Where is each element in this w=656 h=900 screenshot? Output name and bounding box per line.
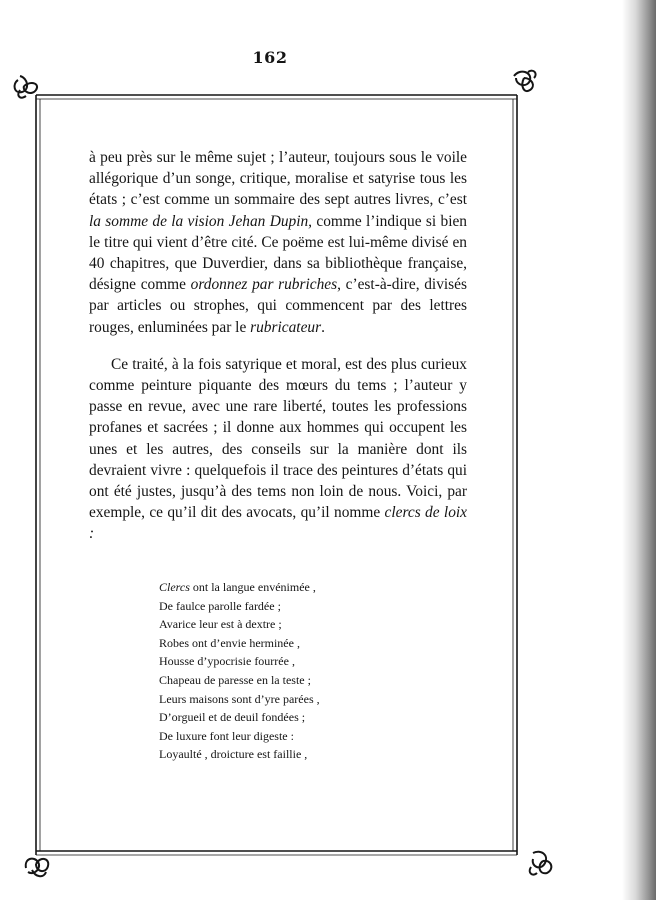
verse-line: Avarice leur est à dextre ; [159,617,282,632]
verse-line: D’orgueil et de deuil fondées ; [159,710,306,725]
text-span: ont la langue envénimée , [189,580,316,594]
page-number: 162 [252,48,288,67]
verse-line [159,578,439,597]
main-text [89,147,467,545]
italic-term: rubricateur [250,318,322,336]
text-span: Ce traité, à la fois satyrique et moral, est des plus curieux comme peinture piquante des mœurs du tems ; l’auteur y passe en revue, avec une rare liberté, toutes les professions profanes et sacrées ; il donne aux hommes qui occupent les unes et les autres, des conseils sur la manière dont ils devraient vivre : quelquefois il trace des peintures d’états qui ont été justes, jusqu’à des tems non loin de nous. Voici, par exemple, ce qu’il dit des avocats, qu’il nomme [89,355,467,522]
verse-line: De luxure font leur digeste : [159,728,294,743]
italic-term: clercs de loix : [89,504,467,543]
verse-line: Chapeau de paresse en la teste ; [159,672,311,687]
corner-ornament-top-right-icon [514,71,536,91]
verse-quotation [159,578,439,764]
verse-line: Loyaulté , droicture est faillie , [159,747,308,762]
corner-ornament-top-left-icon [15,76,38,98]
page-edge-shadow [622,0,656,900]
corner-ornament-bottom-right-icon [530,852,552,875]
verse-line: Robes ont d’envie herminée , [159,635,300,650]
text-span: comme l’indique si bien le titre qui vient d’être cité. Ce poëme est lui-même divisé en 40 chapitres, que Duverdier, dans sa bibliothèque française, désigne comme [89,212,467,294]
italic-phrase: ordonnez par rubriches [190,276,338,294]
italic-word: Clercs [159,580,190,594]
verse-line: Leurs maisons sont d’yre parées , [159,691,320,706]
corner-ornament-bottom-left-icon [26,859,49,877]
verse-line: De faulce parolle fardée ; [159,598,281,613]
text-span: . [321,318,325,336]
italic-title: la somme de la vision Jehan Dupin, [89,212,313,230]
text-span: , c’est-à-dire, divisés par articles ou strophes, qui commencent par des lettres rouges, enluminées par le [89,276,467,336]
paragraph-1 [89,147,467,338]
text-span: à peu près sur le même sujet ; l’auteur, toujours sous le voile allégorique d’un songe, critique, moralise et satyrise tous les états ; c’est comme un sommaire des sept autres livres, c’est [89,149,467,209]
paragraph-2 [89,354,467,545]
verse-line: Housse d’ypocrisie fourrée , [159,654,295,669]
